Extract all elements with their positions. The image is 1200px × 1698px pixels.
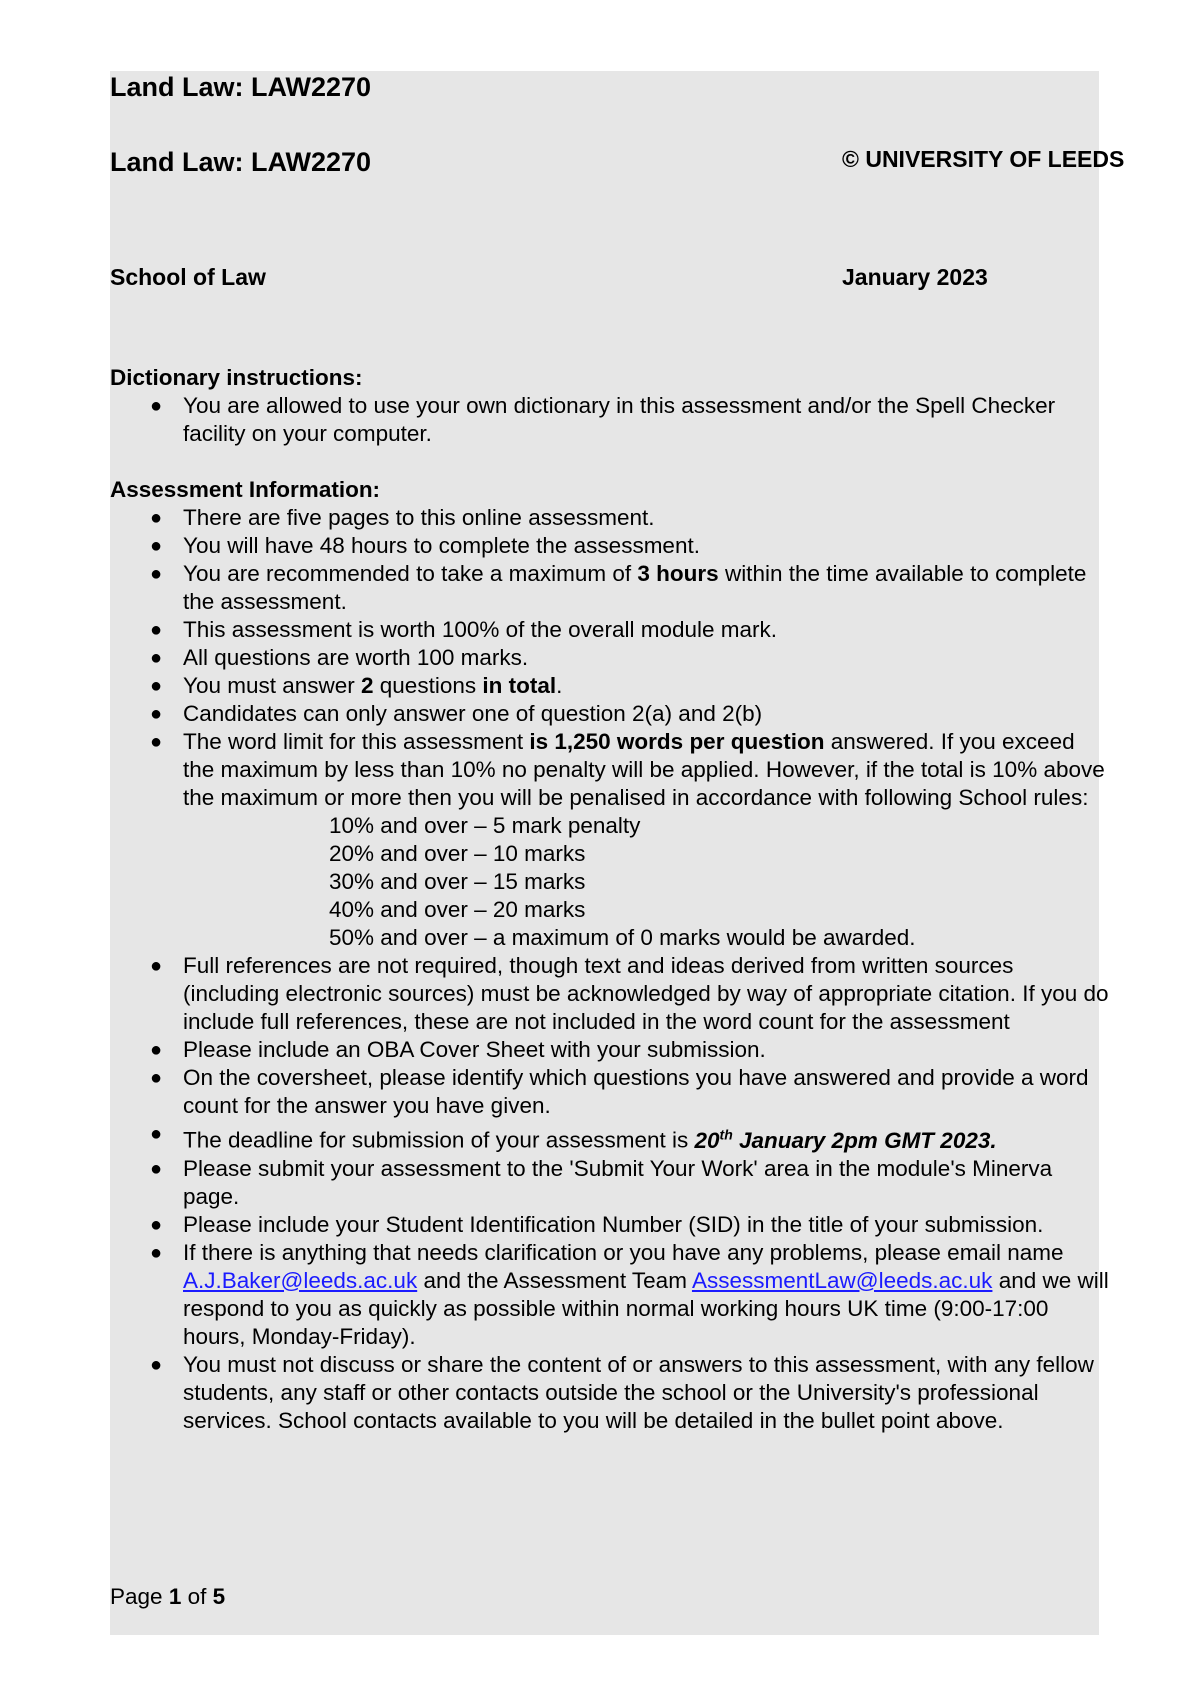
penalty-line: 40% and over – 20 marks — [329, 897, 586, 922]
dictionary-list — [110, 392, 1110, 448]
assessment-list — [110, 504, 1110, 1435]
bullet-icon: ● — [150, 703, 163, 725]
dictionary-heading: Dictionary instructions: — [110, 365, 363, 390]
bullet-icon: ● — [150, 1157, 163, 1180]
list-item: ● The deadline for submission of your assessment is 20th January 2pm GMT 2023. — [110, 1120, 1110, 1155]
exam-date: January 2023 — [842, 264, 988, 290]
copyright-notice: © UNIVERSITY OF LEEDS — [842, 146, 1125, 172]
bullet-icon: ● — [150, 507, 163, 529]
list-item: ● You are recommended to take a maximum of 3 hours within the time available to complete the assessment. — [150, 561, 1087, 614]
bullet-icon: ● — [150, 1241, 163, 1264]
document-title: Land Law: LAW2270 — [110, 147, 372, 177]
bullet-icon: ● — [150, 1039, 163, 1061]
list-item: ● You must not discuss or share the content of or answers to this assessment, with any fellow students, any staff or other contacts outside the school or the University's professional services. School contacts available to you will be detailed in the bullet point above. — [150, 1351, 1094, 1433]
penalty-line: 30% and over – 15 marks — [329, 869, 586, 894]
bullet-icon: ● — [150, 647, 163, 669]
list-item: ● Please include your Student Identification Number (SID) in the title of your submission. — [150, 1211, 1044, 1237]
email-link-assessment-team[interactable]: AssessmentLaw@leeds.ac.uk — [691, 1267, 993, 1293]
bullet-icon: ● — [150, 1123, 163, 1145]
list-item: ● Please include an OBA Cover Sheet with your submission. — [150, 1037, 766, 1062]
bullet-icon: ● — [150, 675, 163, 697]
bullet-icon: ● — [150, 535, 163, 557]
bullet-icon: ● — [150, 395, 163, 417]
instructions-body — [110, 364, 1110, 1435]
list-item: ● Please submit your assessment to the 'Submit Your Work' area in the module's Minerva page. — [150, 1155, 1053, 1209]
penalty-line: 50% and over – a maximum of 0 marks would be awarded. — [329, 925, 916, 950]
school-name: School of Law — [110, 264, 266, 290]
bullet-icon: ● — [150, 731, 163, 753]
list-item: ● You are allowed to use your own dictionary in this assessment and/or the Spell Checker facility on your computer. — [150, 393, 1056, 446]
bullet-icon: ● — [150, 619, 163, 641]
list-item: ● This assessment is worth 100% of the overall module mark. — [150, 617, 777, 642]
page-number: Page 1 of 5 — [110, 1584, 226, 1609]
list-item: ● On the coversheet, please identify which questions you have answered and provide a word count for the answer you have given. — [150, 1065, 1089, 1118]
list-item: ● The word limit for this assessment is 1,250 words per question answered. If you exceed the maximum by less than 10% no penalty will be applied. However, if the total is 10% above the maximum or more then you will be penalised in accordance with following School rules: 10% and over – 5 mark penalty 20% and over – 10 marks 30% and over – 15 marks 40% and over – 20 marks 50% and over – a maximum of 0 marks would be awarded. — [110, 728, 1110, 952]
list-item: ● You will have 48 hours to complete the assessment. — [150, 533, 700, 558]
penalty-line: 10% and over – 5 mark penalty — [329, 813, 641, 838]
bullet-icon: ● — [150, 563, 163, 585]
assessment-heading: Assessment Information: — [110, 477, 381, 502]
list-item: ● Full references are not required, though text and ideas derived from written sources (including electronic sources) must be acknowledged by way of appropriate citation. If you do include full references, these are not included in the word count for the assessment — [150, 953, 1109, 1034]
list-item: ● Candidates can only answer one of question 2(a) and 2(b) — [150, 701, 763, 726]
penalty-line: 20% and over – 10 marks — [329, 841, 586, 866]
list-item: ● You must answer 2 questions in total. — [150, 673, 563, 698]
list-item: ● If there is anything that needs clarification or you have any problems, please email name A.J.Baker@leeds.ac.uk and the Assessment Team AssessmentLaw@leeds.ac.uk and we will respond to you as quickly as possible within normal working hours UK time (9:00-17:00 hours, Monday-Friday). — [150, 1239, 1109, 1349]
list-item: ● There are five pages to this online assessment. — [150, 505, 655, 530]
list-item: ● All questions are worth 100 marks. — [150, 645, 529, 670]
bullet-icon: ● — [150, 1067, 163, 1089]
bullet-icon: ● — [150, 955, 163, 977]
email-link-baker[interactable]: A.J.Baker@leeds.ac.uk — [183, 1267, 418, 1293]
bullet-icon: ● — [150, 1213, 163, 1236]
bullet-icon: ● — [150, 1353, 163, 1376]
document-title-top: Land Law: LAW2270 — [110, 72, 372, 102]
